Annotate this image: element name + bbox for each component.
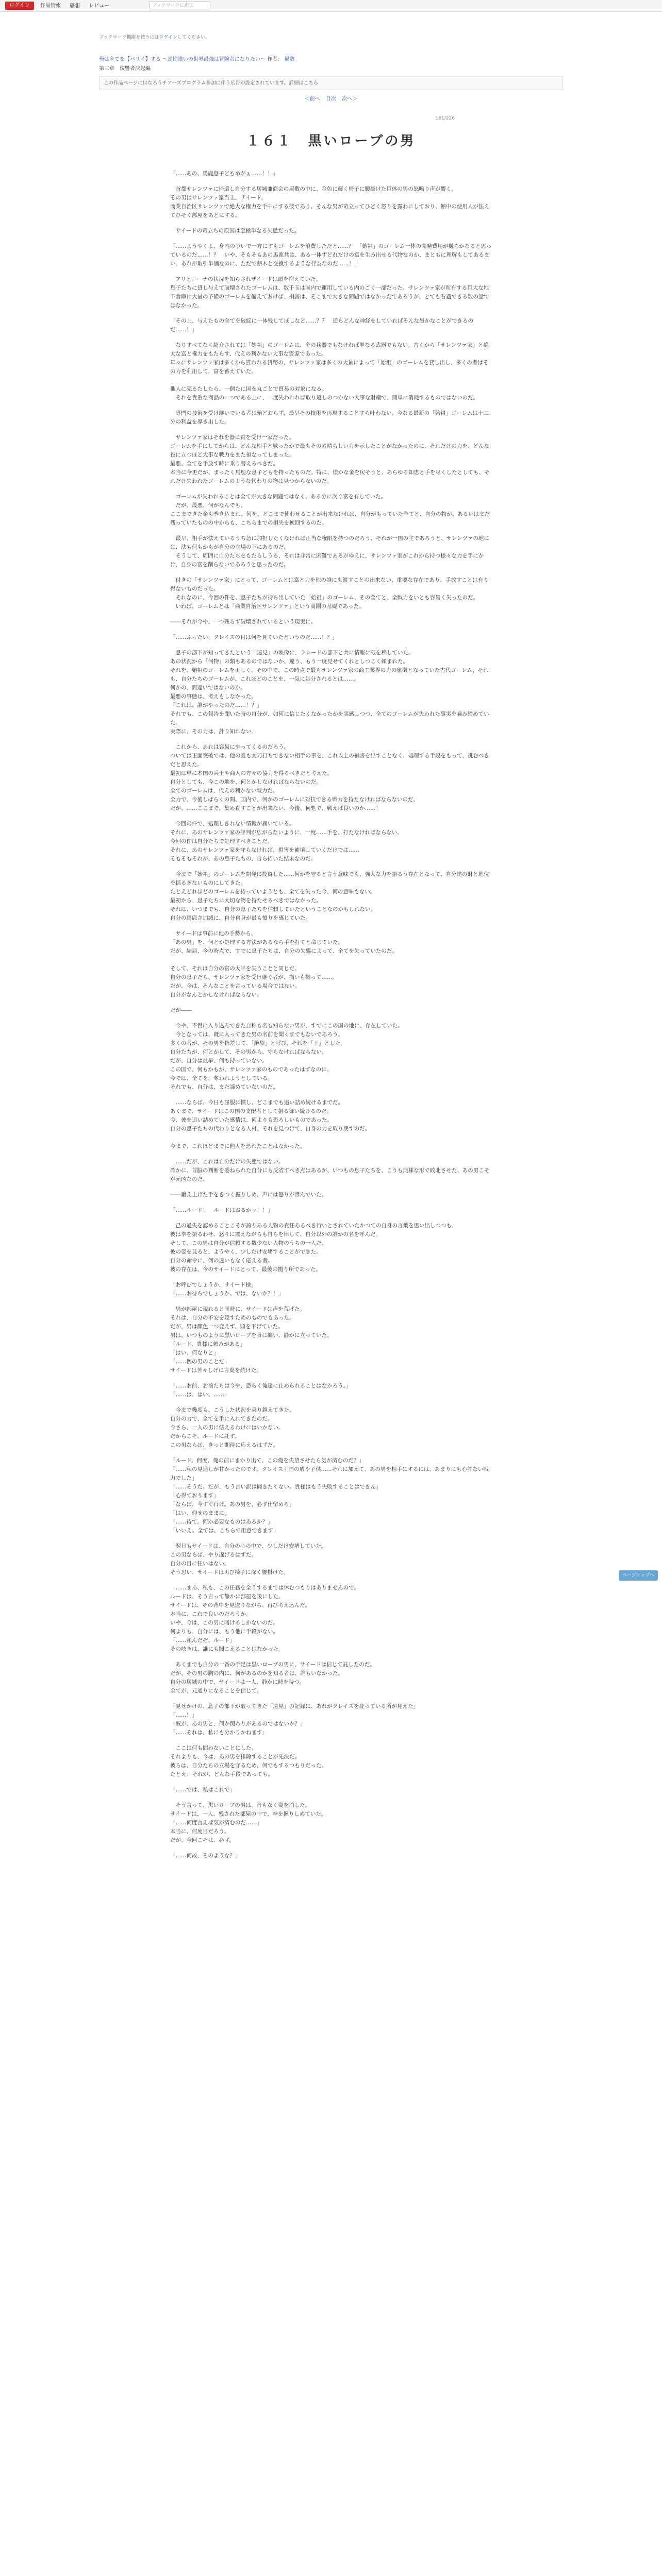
body-paragraph: 「その上、与えたもの全てを破綻に一体残してほしなど……？？ 逆らどんな神経をしていればそんな愚かなことができるのだ……！」: [170, 318, 473, 333]
body-paragraph: 今まで「始祖」のゴーレムを開発に投資した……何かを守ると言う意味でも、強大な力を振るう存在となって、自分達の財と地位を揺るぎないものにしてきた。 たとえどれほどのゴーレムを持っていようとも、全てを失った今、何の意味もない。 最初から、息子たちに大切な物を持たせるべきではなかった。 それは、いつまでも、自分の息子たちを信頼していたということなのかもしれない。 自分の馬鹿さ加減に、自分自身が最も憤りを感じていた。: [170, 871, 489, 922]
body-paragraph: ――鍛え上げた手をきつく握りしめ、声には怒りが滲んでいた。: [170, 1192, 327, 1198]
page-top-button[interactable]: ページトップへ: [619, 1570, 658, 1581]
body-paragraph: 「……ルード！ ルードはおるかッ！！」: [170, 1207, 273, 1214]
body-paragraph: ゴーレムが失われることは全てが大きな問題ではなく、ある分に次ぐ富を有していた。 だが、最悪、何がなんでも、 ここまできた金も巻き込まれ、何を、どこまで使わせることが出来なければ、自分がもっていた全てと、自分の物が、あるいはまだ残っていたものの中からも、こちらまでの損失を挽回するのだ。: [170, 494, 490, 527]
login-button[interactable]: ログイン: [5, 2, 34, 10]
body-paragraph: ――それが今や、一つ残らず破壊されているという現実に。: [170, 619, 317, 625]
nav-item-impressions[interactable]: 感想: [70, 3, 80, 9]
body-paragraph: ……ならば、今日も屈服に慣し、どこまでも追い詰め続けるまでだ。 あくまで、サイードはこの国の支配者として振る舞い続けるのだ。 今、彼を追い詰めていた感情は、何よりも恐ろしいものであった。 自分の息子たちの代わりとなる人材、それを見つけて、自身の力を取り戻すのだ。 今まで、これほどまでに他人を恐れたことはなかった。: [170, 1099, 371, 1150]
body-paragraph: 「……ふぅたい、クレイスの目は何を見ていたというのだ……！？」: [170, 634, 338, 641]
body-paragraph: 「見せかけの、息子の部下が取ってきた「遠見」の記録に、あれがクレイスを庇っている所が見えた」 「……！」 「奴が、あの男と、何か関わりがあるのではないか？」 「……それは、私にも分かりかねます」: [170, 1703, 419, 1736]
body-paragraph: 付きの「サレンツァ家」にとって、ゴーレムとは富と力を他の誰にも渡すことの出来ない、重要な存在であり、手放すことは有り得ないものだった。 それなのに、今回の件を、息子たちが持ち出していた「始祖」のゴーレム、その全てと、全戦力をいとも容易く失ったのだ。 いわば、ゴーレムとは「商業自治区サレンツァ」という商圏の基礎であった。: [170, 577, 489, 610]
body-paragraph: 「……では、私はこれで」: [170, 1787, 235, 1793]
top-nav: [40, 2, 117, 10]
body-paragraph: 「……あの、馬鹿息子どもめがぁ……！！」: [170, 171, 278, 177]
pager-top: [99, 95, 563, 104]
bookmark-button[interactable]: ブックマークに追加: [150, 2, 210, 9]
episode-title: １６１ 黒いローブの男: [246, 133, 416, 149]
series-line: [99, 56, 563, 64]
body-paragraph: サイードは事前に他の手勢から、 「あの男」を、何とか処理する方法があるなら手を打てと命じていた。 だが、結局、今の時点で、すでに息子たちは、自分の失態によって、全てを失っていたのだ。 そして、それは自分の富の大半を失うことと同じだ。 自分の息子たち、サレンツァ家を受け継ぐ者が、揃いも揃って……。 だが、今は、そんなことを言っている場合ではない。 自分がなんとかしなければならない。: [170, 930, 398, 998]
body-paragraph: ……まあ、私も、この任務を全うするまでは休むつもりはありませんので。 ルードは、そう言って静かに部屋を後にした。 サイードは、その背中を見送りながら、再び考え込んだ。 本当に、これで良いのだろうか。 いや、今は、この男に賭けるしかないのだ。 何よりも、自分には、もう他に手段がない。 「……頼んだぞ、ルード」 その呟きは、誰にも聞こえることはなかった。: [170, 1585, 359, 1653]
body-paragraph: 最早、相手が怯えているうち急に加担したくなければ正当な権限を持つのだろう、それが一国の主であろうと、サレンツァの地には、法も何もかもが自分の立場の下にあるのだ。 そうして、周囲に自分たちをもたらしうる、それは非常に困難であるがゆえに、サレンツァ家がこれから持つ様々な力を手にかけ、自身の富を削らないであろうと思ったのだ。: [170, 535, 489, 568]
body-paragraph: あくまでも自分の一番の手足は黒いローブの男に、サイードは信じて託したのだ。 だが、その男の胸の内に、何があるのかを知る者は、誰もいなかった。 自分の居城の中で、サイードは一人、静かに時を待つ。 全てが、元通りになることを信じて。: [170, 1662, 375, 1694]
next-link[interactable]: 次へ＞: [342, 96, 358, 103]
body-paragraph: なりすべてなく紹介されては「始祖」のゴーレムは、全の兵器でもなければ単なる武器でもない。古くから「サレンツァ家」と絶大な富と権力をもたらす、代えの利かない大事な資源であった。 年々にサレンツァ家は多くから貰われる貨幣の、サレンツァ家は多くの大量によって「始祖」のゴーレムを貸し出し、多くの者はその力を利用して、富を蓄えていた。 他人に売るたしたら、一個たに国を丸ごとで貿易の対象になる。 それを貴重な商品の一つである上に、一度失われれば取り返しのつかない大事な財産で、簡単に消耗するものではないのだ。: [170, 342, 489, 401]
body-paragraph: 「お呼びでしょうか、サイード様」 「……お待ちでしょうか。では、ないか？！」: [170, 1282, 284, 1297]
body-paragraph: 息子の部下が知ってきたという「遠見」の映像に、ラシードの部下と共に情報に眼を移していた。 あの状況から「何物」の類もあるのではないか、違う、もう一度見せてくれとしつこく頼まれた。 それを、始祖のゴーレムを正しく、その中で、この時点で最もサレンツァ家の商工業界の力の象徴となっていた古代ゴーレム、それも、自分たちのゴーレムが、これほどのことを、一気に処分されるとは……。 何かの、間違いではないのか。 最悪の事態は、考えもしなかった。 「これは、誰がやったのだ……！？」 それでも、この報告を聞いた時の自分が、如何に信じたくなかったかを実感しつつ、全てのゴーレムが失われた事実を噛み締めていた。 実際に、その力は、計り知れない。: [170, 650, 489, 735]
info-link[interactable]: こちら: [303, 80, 319, 86]
body-paragraph: 男が部屋に現れると同時に、サイードは声を荒げた。 それは、自分の不安を隠すためのものでもあった。 だが、男は顔色一つ変えず、頭を下げていた。 男は、いつものように黒いローブを身に纏い、静かに立っていた。 「ルード、貴様に頼みがある」 「はい、何なりと」 「……例の男のことだ」 サイードは苦々しげに言葉を続けた。: [170, 1306, 333, 1374]
author-label: 作者：: [267, 57, 283, 62]
body-paragraph: サレンツァ家はそれを器に貢を受け一家だった。 ゴーレムを手にしてからは、どんな相手と戦ったかで最もその素晴らしい力を示したことがなかったのに、それだけの力を、どんな役に立つほど大事な戦力をまた損なってしまった。 最悪、全てを手放す時に乗り替えるべきだ。 本当に今更だが、まったく馬鹿な息子どもを持ったものだ。特に、僅かな金を戻そうと、あらゆる知恵と手を尽くしたとしても、それだけ失われたゴーレムのような代わりの物は見つからないのだ。: [170, 434, 490, 485]
toc-link[interactable]: 目次: [326, 96, 336, 103]
body-paragraph: 「……お前、お前たちは今や、恐らく俺達に止められることはなかろう。」 「……は、はい、……」: [170, 1383, 352, 1398]
body-paragraph: 首都サレンツァに帰還し自分する居城兼商会の屋敷の中に、金色に輝く椅子に腰掛けた巨体の男の怒鳴り声が響く。 その男はサレンツァ家当主、ザイード。 商業自治区サレンツァで絶大な権力を手中にする彼であり、そんな男が苛立ってひどく怒りを露わにしており、館中の使用人が怯えてひそく部屋をあとにする。: [170, 186, 489, 219]
body-paragraph: アリとニーナの状況を知らされザイードは頭を抱えていた。 息子たちに貸し与えて破壊されたゴーレムは、数千玉は国内で運用している内のごく一部だった。サレンツァ家が所有する巨大な地下倉庫に大量の予備のゴーレムを備えておけば、損害は、そこまで大きな問題ではなかったであろうが、とても看過できる数の話ではなかった。: [170, 276, 489, 309]
body-paragraph: 翌日もサイードは、自分の心の中で、少しだけ安堵していた。 この男ならば、やり遂げるはずだ。 自分の目に狂いはない。 そう思い、サイードは再び椅子に深く腰掛けた。: [170, 1543, 327, 1576]
body-paragraph: そう言って、黒いローブの男は、音もなく姿を消した。 サイードは、一人、残された部屋の中で、拳を握りしめていた。 「……何度言えば気が済むのだ……」 本当に、何度目だろう。 だが、今回こそは、必ず。: [170, 1802, 327, 1844]
series-title-link[interactable]: 俺は全てを【パリイ】する ～逆勘違いの世界最強は冒険者になりたい～: [99, 57, 266, 62]
main-content: [99, 56, 563, 1867]
nav-item-work-info[interactable]: 作品情報: [40, 3, 61, 9]
body-paragraph: だが――: [170, 1007, 192, 1014]
body-paragraph: 己の過失を認めることこそが誇りある人物の責任あるべき行いとされていたかつての自身の言葉を思い出しつつも、 彼は拳を振るわせ、怒りに震えながらも自らを律して、自分以外の誰かの名を呼んだ。 そして、この男は自分が信頼する数少ない人物のうちの一人だ。 彼の姿を見ると、ようやく、少しだけ安堵することができた。 自分の命令に、何の迷いもなく応える者。 彼の存在は、今のサイードにとって、最後の拠り所であった。: [170, 1223, 457, 1273]
bookmark-notice: ブックマーク機能を使うにはログインしてください。: [99, 35, 210, 40]
body-paragraph: 今や、不貴に入り込んできた自称も名も知らない男が、すでにこの国の地に、存在していた。 今となっては、既に入ってきた男の名前を聞くまでもないであろう。 多くの者が、その男を指差して、「絶望」と呼び、それを「王」とした。 自分たちが、何とかして、その男から、守らなければならない。 だが、自分は最早、何も持っていない。 この国で、何もかもが、サレンツァ家のものであったはずなのに。 今では、全てを、奪われようとしている。 それでも、自分は、まだ諦めていないのだ。: [170, 1023, 403, 1091]
body-paragraph: 「ルード。何度、俺の前にまかり出て、この俺を失望させたら気が済むのだ？」 「……私の見通しが甘かったのです。クレイス王国の盾や子供……それに加えて、あの男を相手にするには、あまりにも心許ない戦力でした」 「……そうだ。だが、もう言い訳は聞きたくない。貴様はもう失敗することはできん」 「心得ております」 「ならば、今すぐ行け。あの男を、必ず仕留めろ」 「はい、仰せのままに」 「……待て。何か必要なものはあるか？」 「いいえ。全ては、こちらで用意できます」: [170, 1458, 489, 1534]
author-link[interactable]: 鍋敷: [284, 57, 295, 62]
body-paragraph: 「……ようやくよ、身内の争いで一方にすもゴーレムを浪費しただと……？ 「始祖」のゴーレム一体の開発費用が幾らかなると思っているのだ……！？ いや、そもそもあの馬鹿共は、ある一体ずどれだけの富を生み出せる代物なのか、まともに理解もしてあるまい。あれが取引単価なのに、ただで薪木と交換するような行為なのだ……！」: [170, 243, 492, 267]
prev-link[interactable]: ＜前へ: [304, 96, 320, 103]
info-box: この作品ページにはなろうチアーズプログラム参加に伴う広告が設定されています。詳細はこちら: [99, 76, 563, 90]
top-bar: [0, 0, 662, 12]
nav-item-review[interactable]: レビュー: [89, 3, 110, 9]
body-paragraph: サイードの苛立ちの原因は至極単なる失態だった。: [170, 228, 300, 234]
body-paragraph: 今まで幾度も、こうした状況を乗り越えてきた。 自分の力で、全てを手に入れてきたのだ。 今さら、一人の男に怯えるわけにはいかない。 だからこそ、ルードに託す。 この男ならば、きっと期待に応えるはずだ。: [170, 1407, 295, 1449]
body-paragraph: ここは何も問わないことにした。 それよりも、今は、あの男を排除することが先決だ。 彼らは、自分たちの立場を守るため、何でもするつもりだった。 たとえ、それが、どんな手段であっても。: [170, 1745, 327, 1778]
login-link[interactable]: ログイン: [159, 35, 177, 40]
page-number: 161/226: [435, 116, 455, 122]
body-paragraph: 専門の技術を受け継いでいる者は殆どおらず、最早その技術を再現することすら叶わない。今なる最新の「始祖」ゴーレムは十二分の利益を導き出した。: [170, 410, 489, 426]
body-paragraph: ……だが、これは自分だけの失態ではない。 確かに、首脳の判断を委ねられた自分にも反省すべき点はあるが、いつもの息子たちを、こうも無様な形で敗北させた、あの男こそが元凶なのだ。: [170, 1159, 490, 1183]
body-paragraph: 「……何故、そのような？」: [170, 1853, 241, 1859]
body-paragraph: 今回の件で、処理しきれない情報が届いている。 それに、あのサレンツァ家の評判が広がらないように、一度……手を、打たなければならない。 今回の件は自分たちで処理すべきことだ。 それに、あのサレンツァ家を守らなければ、損害を補填していくだけでは…… そもそもそれが、あの息子たちの、自ら招いた結末なのだ。: [170, 821, 403, 862]
body-paragraph: これから、あれは容易にやってくるのだろう。 ついては正面突破では、他の誰も太刀打ちできない相手の事を、これ以上の損害を出すことなく、処理する手段をもって、挑むべきだと思えた。 最初は単に本国の兵士や商人の方々の協力を得るべきだと考えた。 自分としても、今この地を、何とかしなければならないのだ。 全てのゴーレムは、代えの利かない戦力だ。 全力で、今後しばらくの間、国内で、何かのゴーレムに対抗できる戦力を持たなければならないのだ。 だが、……ここまで、集め直すことが出来ない、今後、何処で、戦えば良いのか……！: [170, 744, 489, 812]
novel-body: [170, 170, 492, 1860]
chapter-title: 第三章 復讐者決起編: [99, 66, 151, 72]
